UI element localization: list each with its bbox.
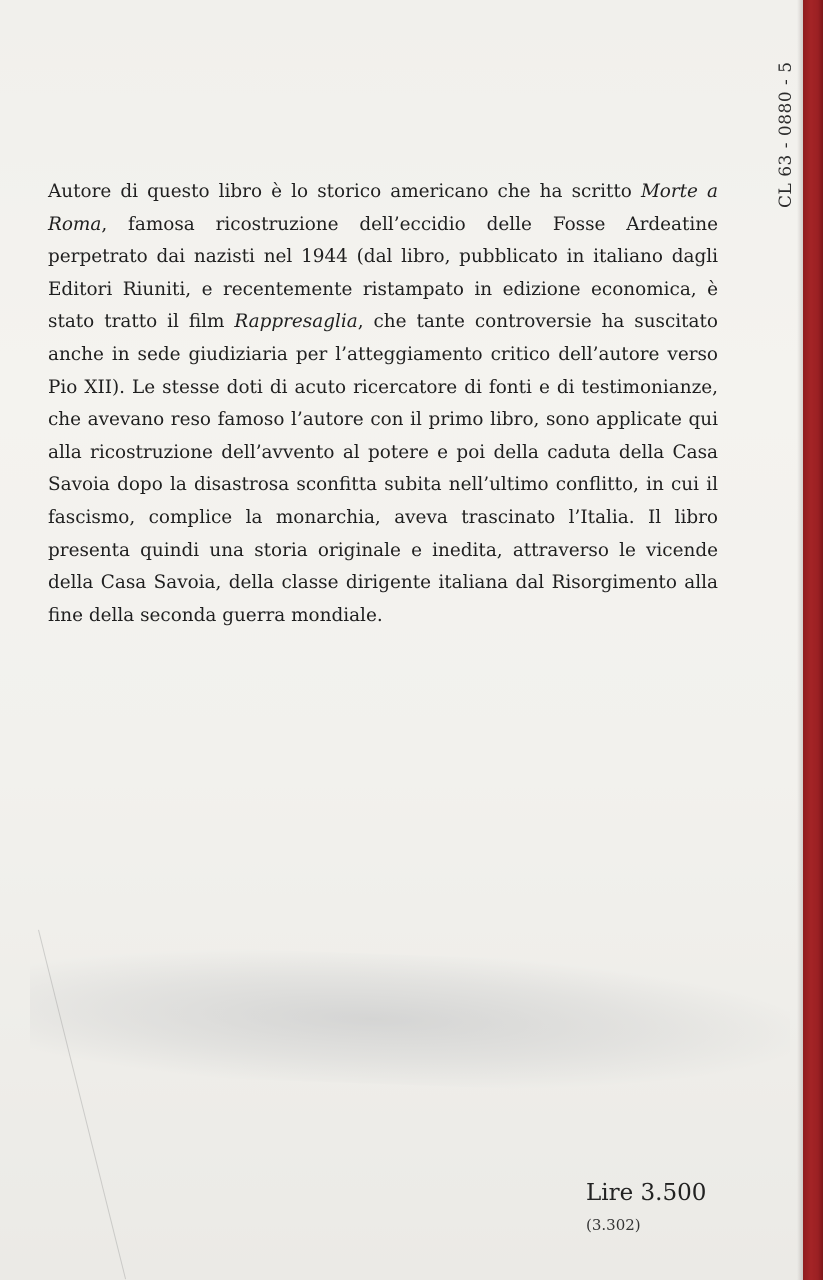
book-title-morte-a-roma: Morte a Roma bbox=[48, 181, 718, 235]
blurb-part-2: , famosa ricostruzione dell’eccidio delle Fosse Ardeatine perpetrato dai nazisti nel 1944 (dal libro, pubblicato in italiano dagli Editori Riuniti, e recentemente ristampato in edizione economica, è stato tratto il film bbox=[48, 213, 718, 333]
catalog-code: CL 63 - 0880 - 5 bbox=[776, 61, 796, 208]
blurb-part-1: Autore di questo libro è lo storico americano che ha scritto bbox=[48, 181, 641, 202]
film-title-rappresaglia: Rappresaglia bbox=[234, 311, 358, 333]
price-subcode: (3.302) bbox=[586, 1216, 641, 1234]
blurb-text bbox=[48, 176, 718, 632]
price-label: Lire 3.500 bbox=[586, 1180, 707, 1206]
shadow-overlay bbox=[30, 942, 790, 1099]
red-spine bbox=[803, 0, 823, 1280]
blurb-part-3: , che tante controversie ha suscitato anche in sede giudiziaria per l’atteggiamento critico dell’autore verso Pio XII). Le stesse doti di acuto ricercatore di fonti e di testimonianze, che avevano reso famoso l’autore con il primo libro, sono applicate qui alla ricostruzione dell’avvento al potere e poi della caduta della Casa Savoia dopo la disastrosa sconfitta subita nell’ultimo conflitto, in cui il fascismo, complice la monarchia, aveva trascinato l’Italia. Il libro presenta quindi una storia originale e inedita, attraverso le vicende della Casa Savoia, della classe dirigente italiana dal Risorgimento alla fine della seconda guerra mondiale. bbox=[48, 311, 718, 626]
